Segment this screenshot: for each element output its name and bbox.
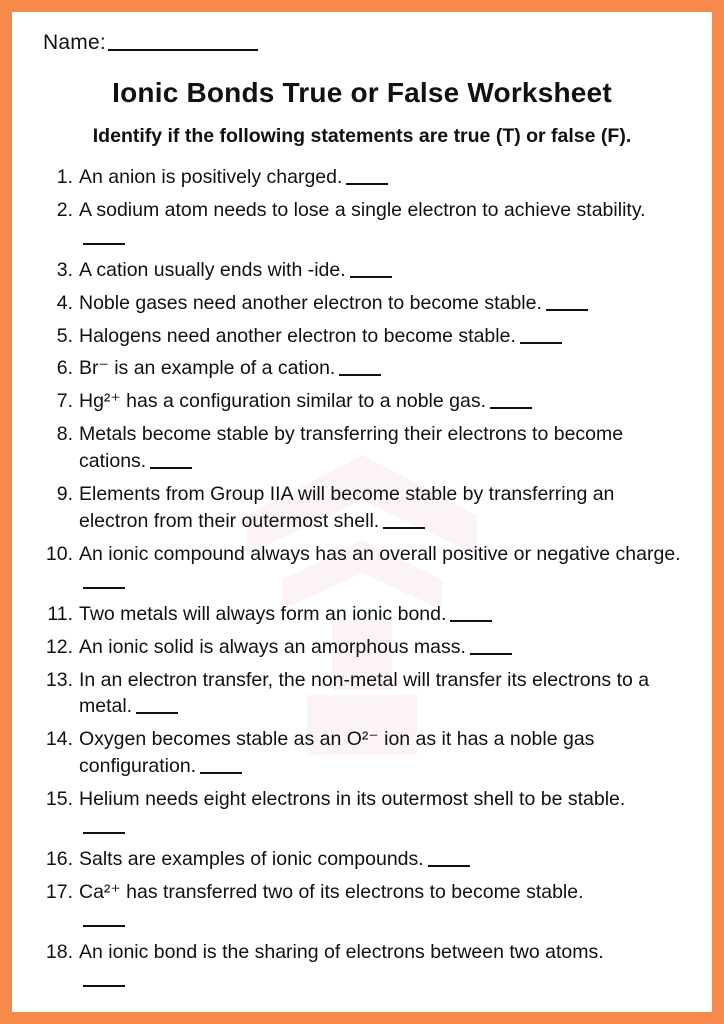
question-item <box>37 939 687 993</box>
question-text: Elements from Group IIA will become stable by transferring an electron from their outermost shell. <box>79 483 615 532</box>
question-text: An anion is positively charged. <box>79 166 343 188</box>
answer-blank[interactable] <box>450 607 492 622</box>
answer-blank[interactable] <box>150 454 192 469</box>
question-text: An ionic bond is the sharing of electrons between two atoms. <box>79 940 604 963</box>
name-label: Name: <box>43 31 106 54</box>
question-item <box>37 481 687 535</box>
question-text: Ca²⁺ has transferred two of its electrons to become stable. <box>79 880 584 903</box>
question-item <box>37 726 687 780</box>
answer-blank[interactable] <box>83 574 125 589</box>
question-text: In an electron transfer, the non-metal will transfer its electrons to a metal. <box>79 668 650 718</box>
answer-blank[interactable] <box>83 912 125 927</box>
question-text: Two metals will always form an ionic bond. <box>79 602 447 625</box>
question-item <box>37 667 687 721</box>
answer-blank[interactable] <box>350 263 392 278</box>
answer-blank[interactable] <box>339 361 381 376</box>
question-text: Hg²⁺ has a configuration similar to a noble gas. <box>79 390 487 413</box>
question-item <box>37 421 687 475</box>
answer-blank[interactable] <box>520 329 562 344</box>
question-item <box>37 634 687 661</box>
answer-blank[interactable] <box>428 852 470 867</box>
question-item <box>37 323 687 350</box>
worksheet-inner-frame <box>12 12 712 1012</box>
name-field-row <box>43 31 687 55</box>
question-text: A sodium atom needs to lose a single electron to achieve stability. <box>79 198 646 221</box>
question-item <box>37 846 687 873</box>
question-item <box>37 601 687 628</box>
question-text: Salts are examples of ionic compounds. <box>79 847 424 870</box>
question-text: Br⁻ is an example of a cation. <box>79 357 336 380</box>
question-text: An ionic solid is always an amorphous mass. <box>79 635 466 658</box>
answer-blank[interactable] <box>200 759 242 774</box>
question-text: An ionic compound always has an overall positive or negative charge. <box>79 542 681 565</box>
question-item <box>37 879 687 933</box>
question-item <box>37 786 687 840</box>
worksheet-content <box>37 31 687 992</box>
question-text: A cation usually ends with -ide. <box>79 258 346 281</box>
question-text: Halogens need another electron to become stable. <box>79 324 516 347</box>
answer-blank[interactable] <box>136 699 178 714</box>
answer-blank[interactable] <box>470 640 512 655</box>
question-text: Metals become stable by transferring their electrons to become cations. <box>79 423 624 473</box>
answer-blank[interactable] <box>83 819 125 834</box>
answer-blank[interactable] <box>83 972 125 987</box>
question-text: Oxygen becomes stable as an O²⁻ ion as it has a noble gas configuration. <box>79 728 595 778</box>
question-item <box>37 355 687 382</box>
name-input-blank[interactable] <box>108 32 258 51</box>
question-text: Helium needs eight electrons in its outermost shell to be stable. <box>79 788 626 811</box>
answer-blank[interactable] <box>546 296 588 311</box>
question-item <box>37 164 687 191</box>
question-item <box>37 197 687 251</box>
answer-blank[interactable] <box>346 170 388 185</box>
question-item <box>37 541 687 595</box>
answer-blank[interactable] <box>83 230 125 245</box>
question-text: Noble gases need another electron to become stable. <box>79 291 542 314</box>
answer-blank[interactable] <box>490 394 532 409</box>
question-item <box>37 290 687 317</box>
question-item <box>37 388 687 415</box>
page-title: Ionic Bonds True or False Worksheet <box>112 77 612 108</box>
question-item <box>37 257 687 284</box>
answer-blank[interactable] <box>383 514 425 529</box>
questions-list <box>37 164 687 992</box>
instructions-text: Identify if the following statements are true (T) or false (F). <box>92 125 632 147</box>
